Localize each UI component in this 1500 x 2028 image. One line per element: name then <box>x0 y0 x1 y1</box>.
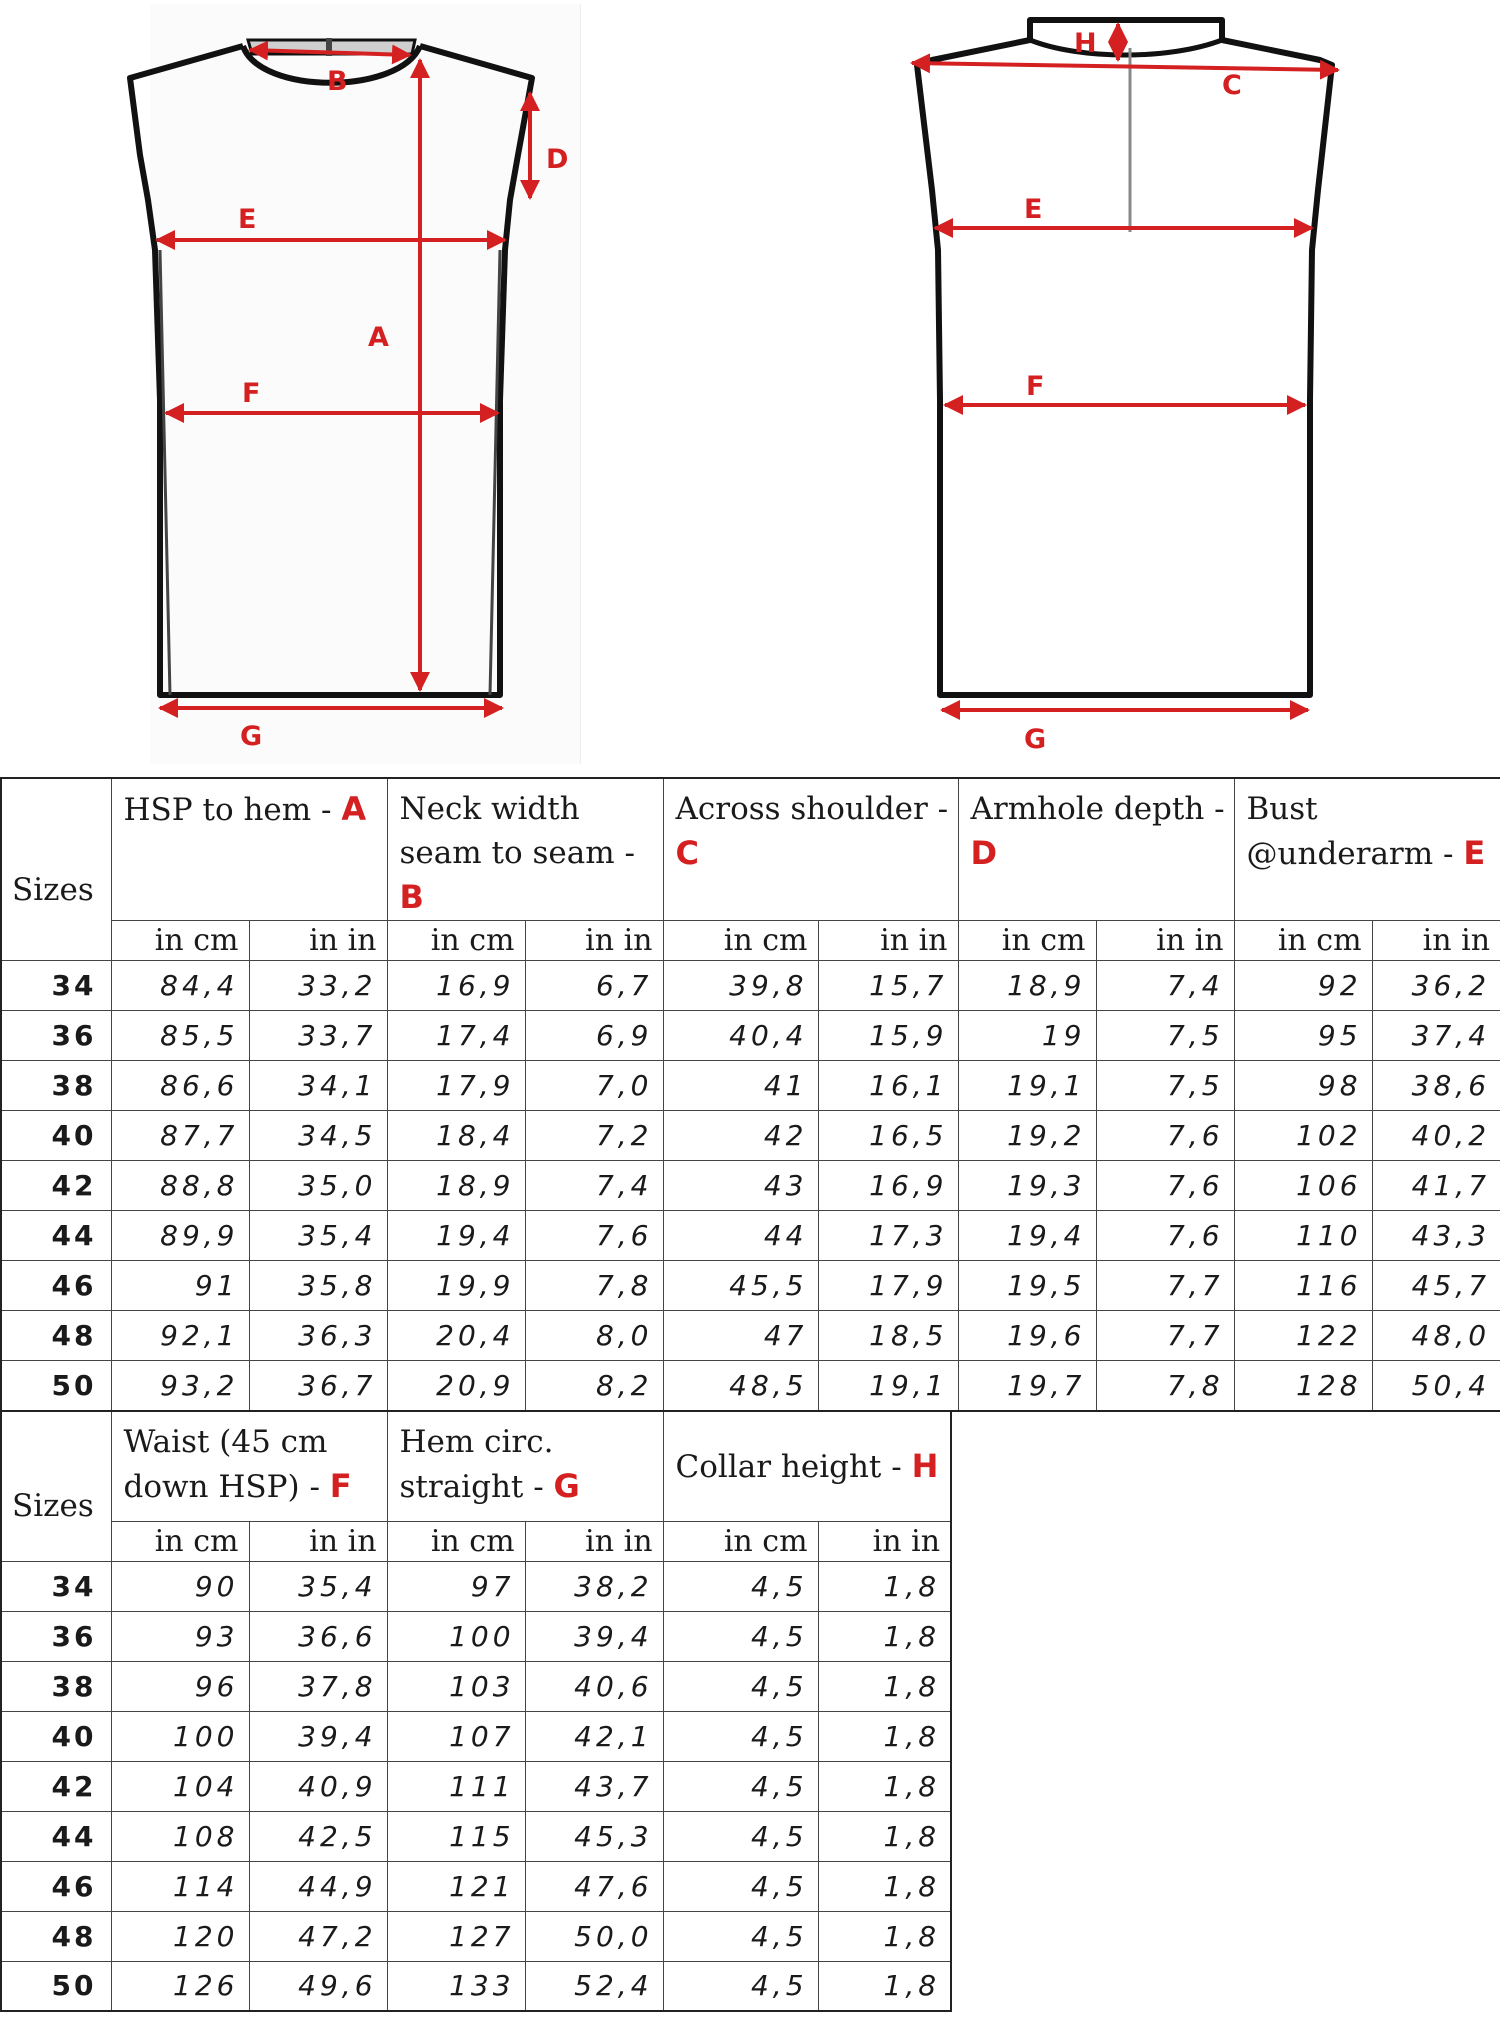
value-cm-cell: 19,3 <box>958 1161 1096 1211</box>
header-hsp-to-hem: HSP to hem - A <box>111 778 387 921</box>
front-label-e: E <box>238 204 257 235</box>
value-cm-cell: 16,9 <box>387 961 525 1011</box>
value-in-cell: 1,8 <box>818 1811 951 1861</box>
value-in-cell: 1,8 <box>818 1911 951 1961</box>
value-cm-cell: 43 <box>663 1161 818 1211</box>
size-cell: 50 <box>1 1361 111 1411</box>
value-cm-cell: 102 <box>1234 1111 1372 1161</box>
value-cm-cell: 115 <box>387 1811 525 1861</box>
back-collar-seam <box>1030 40 1222 55</box>
value-in-cell: 7,2 <box>525 1111 663 1161</box>
value-in-cell: 33,2 <box>249 961 387 1011</box>
value-cm-cell: 47 <box>663 1311 818 1361</box>
value-cm-cell: 19,5 <box>958 1261 1096 1311</box>
table-row <box>1 1161 1500 1211</box>
value-cm-cell: 19 <box>958 1011 1096 1061</box>
unit-in: in in <box>249 921 387 961</box>
sizes-header: Sizes <box>1 778 111 961</box>
table-row <box>1 1661 951 1711</box>
value-cm-cell: 4,5 <box>663 1861 818 1911</box>
value-cm-cell: 122 <box>1234 1311 1372 1361</box>
back-label-e: E <box>1024 194 1043 225</box>
value-in-cell: 7,8 <box>525 1261 663 1311</box>
value-in-cell: 6,9 <box>525 1011 663 1061</box>
value-in-cell: 1,8 <box>818 1561 951 1611</box>
value-cm-cell: 86,6 <box>111 1061 249 1111</box>
unit-in: in in <box>525 921 663 961</box>
size-cell: 44 <box>1 1211 111 1261</box>
value-cm-cell: 133 <box>387 1961 525 2011</box>
size-cell: 50 <box>1 1961 111 2011</box>
value-cm-cell: 19,9 <box>387 1261 525 1311</box>
value-in-cell: 37,8 <box>249 1661 387 1711</box>
value-cm-cell: 120 <box>111 1911 249 1961</box>
value-cm-cell: 18,4 <box>387 1111 525 1161</box>
size-cell: 36 <box>1 1011 111 1061</box>
size-cell: 34 <box>1 1561 111 1611</box>
value-cm-cell: 18,9 <box>387 1161 525 1211</box>
value-cm-cell: 98 <box>1234 1061 1372 1111</box>
front-label-b: B <box>327 66 348 97</box>
value-in-cell: 15,7 <box>818 961 958 1011</box>
value-in-cell: 7,5 <box>1096 1061 1234 1111</box>
table-row <box>1 1211 1500 1261</box>
value-cm-cell: 19,7 <box>958 1361 1096 1411</box>
sizes-header: Sizes <box>1 1411 111 1561</box>
value-in-cell: 52,4 <box>525 1961 663 2011</box>
value-cm-cell: 89,9 <box>111 1211 249 1261</box>
size-cell: 42 <box>1 1161 111 1211</box>
unit-in: in in <box>525 1521 663 1561</box>
value-in-cell: 7,6 <box>525 1211 663 1261</box>
back-outline <box>917 20 1332 695</box>
value-cm-cell: 88,8 <box>111 1161 249 1211</box>
value-in-cell: 7,7 <box>1096 1261 1234 1311</box>
unit-cm: in cm <box>663 921 818 961</box>
value-cm-cell: 84,4 <box>111 961 249 1011</box>
value-cm-cell: 121 <box>387 1861 525 1911</box>
value-cm-cell: 48,5 <box>663 1361 818 1411</box>
value-in-cell: 42,1 <box>525 1711 663 1761</box>
value-cm-cell: 44 <box>663 1211 818 1261</box>
table-row <box>1 1011 1500 1061</box>
table-row <box>1 961 1500 1011</box>
value-in-cell: 38,2 <box>525 1561 663 1611</box>
size-cell: 44 <box>1 1811 111 1861</box>
value-in-cell: 7,4 <box>1096 961 1234 1011</box>
value-in-cell: 8,2 <box>525 1361 663 1411</box>
table-row <box>1 1711 951 1761</box>
table-row <box>1 1611 951 1661</box>
value-in-cell: 19,1 <box>818 1361 958 1411</box>
value-cm-cell: 91 <box>111 1261 249 1311</box>
value-in-cell: 42,5 <box>249 1811 387 1861</box>
value-cm-cell: 111 <box>387 1761 525 1811</box>
value-in-cell: 7,0 <box>525 1061 663 1111</box>
size-cell: 46 <box>1 1861 111 1911</box>
front-view <box>130 4 581 764</box>
unit-in: in in <box>249 1521 387 1561</box>
value-cm-cell: 87,7 <box>111 1111 249 1161</box>
table-row <box>1 1811 951 1861</box>
size-cell: 38 <box>1 1061 111 1111</box>
value-cm-cell: 19,6 <box>958 1311 1096 1361</box>
value-in-cell: 35,8 <box>249 1261 387 1311</box>
value-cm-cell: 95 <box>1234 1011 1372 1061</box>
value-in-cell: 36,6 <box>249 1611 387 1661</box>
back-label-g: G <box>1024 724 1047 755</box>
value-in-cell: 47,2 <box>249 1911 387 1961</box>
value-cm-cell: 104 <box>111 1761 249 1811</box>
unit-in: in in <box>1096 921 1234 961</box>
value-cm-cell: 45,5 <box>663 1261 818 1311</box>
value-in-cell: 1,8 <box>818 1961 951 2011</box>
value-in-cell: 40,6 <box>525 1661 663 1711</box>
value-in-cell: 48,0 <box>1372 1311 1500 1361</box>
value-cm-cell: 4,5 <box>663 1711 818 1761</box>
value-cm-cell: 19,1 <box>958 1061 1096 1111</box>
value-in-cell: 8,0 <box>525 1311 663 1361</box>
value-cm-cell: 42 <box>663 1111 818 1161</box>
table-row <box>1 1261 1500 1311</box>
front-label-f: F <box>242 378 261 409</box>
value-in-cell: 40,2 <box>1372 1111 1500 1161</box>
header-waist: Waist (45 cm down HSP) - F <box>111 1411 387 1521</box>
back-label-c: C <box>1222 70 1242 101</box>
value-cm-cell: 17,4 <box>387 1011 525 1061</box>
garment-diagrams <box>0 0 1500 770</box>
value-in-cell: 47,6 <box>525 1861 663 1911</box>
value-in-cell: 36,7 <box>249 1361 387 1411</box>
table-row <box>1 1311 1500 1361</box>
value-cm-cell: 107 <box>387 1711 525 1761</box>
value-cm-cell: 85,5 <box>111 1011 249 1061</box>
value-cm-cell: 90 <box>111 1561 249 1611</box>
table-row <box>1 1911 951 1961</box>
front-label-a: A <box>368 322 389 353</box>
value-in-cell: 16,1 <box>818 1061 958 1111</box>
size-cell: 38 <box>1 1661 111 1711</box>
value-in-cell: 44,9 <box>249 1861 387 1911</box>
value-cm-cell: 4,5 <box>663 1961 818 2011</box>
value-in-cell: 7,6 <box>1096 1111 1234 1161</box>
size-cell: 48 <box>1 1911 111 1961</box>
value-cm-cell: 4,5 <box>663 1661 818 1711</box>
value-in-cell: 50,4 <box>1372 1361 1500 1411</box>
value-cm-cell: 110 <box>1234 1211 1372 1261</box>
value-cm-cell: 4,5 <box>663 1911 818 1961</box>
value-in-cell: 1,8 <box>818 1861 951 1911</box>
value-in-cell: 49,6 <box>249 1961 387 2011</box>
front-label-d: D <box>546 144 569 175</box>
value-in-cell: 41,7 <box>1372 1161 1500 1211</box>
value-in-cell: 40,9 <box>249 1761 387 1811</box>
size-cell: 46 <box>1 1261 111 1311</box>
value-in-cell: 7,8 <box>1096 1361 1234 1411</box>
unit-cm: in cm <box>111 1521 249 1561</box>
value-cm-cell: 4,5 <box>663 1761 818 1811</box>
value-cm-cell: 39,8 <box>663 961 818 1011</box>
value-in-cell: 1,8 <box>818 1761 951 1811</box>
value-cm-cell: 126 <box>111 1961 249 2011</box>
size-table-1 <box>0 777 1500 1412</box>
unit-cm: in cm <box>387 1521 525 1561</box>
value-in-cell: 1,8 <box>818 1661 951 1711</box>
value-cm-cell: 127 <box>387 1911 525 1961</box>
unit-cm: in cm <box>663 1521 818 1561</box>
value-in-cell: 35,0 <box>249 1161 387 1211</box>
value-cm-cell: 92 <box>1234 961 1372 1011</box>
value-in-cell: 7,7 <box>1096 1311 1234 1361</box>
value-in-cell: 34,5 <box>249 1111 387 1161</box>
value-cm-cell: 41 <box>663 1061 818 1111</box>
value-in-cell: 43,7 <box>525 1761 663 1811</box>
header-hem-circ: Hem circ. straight - G <box>387 1411 663 1521</box>
value-cm-cell: 19,4 <box>958 1211 1096 1261</box>
back-label-h: H <box>1074 28 1097 59</box>
header-armhole-depth: Armhole depth - D <box>958 778 1234 921</box>
back-view <box>912 20 1338 755</box>
value-in-cell: 6,7 <box>525 961 663 1011</box>
value-in-cell: 43,3 <box>1372 1211 1500 1261</box>
value-in-cell: 7,6 <box>1096 1211 1234 1261</box>
value-cm-cell: 100 <box>111 1711 249 1761</box>
size-table-2 <box>0 1410 952 2012</box>
value-in-cell: 17,3 <box>818 1211 958 1261</box>
value-in-cell: 38,6 <box>1372 1061 1500 1111</box>
size-cell: 40 <box>1 1711 111 1761</box>
value-cm-cell: 103 <box>387 1661 525 1711</box>
value-cm-cell: 93 <box>111 1611 249 1661</box>
value-in-cell: 1,8 <box>818 1711 951 1761</box>
value-cm-cell: 96 <box>111 1661 249 1711</box>
value-cm-cell: 4,5 <box>663 1811 818 1861</box>
table-row <box>1 1061 1500 1111</box>
table-row <box>1 1561 951 1611</box>
value-cm-cell: 17,9 <box>387 1061 525 1111</box>
value-cm-cell: 19,4 <box>387 1211 525 1261</box>
table-row <box>1 1761 951 1811</box>
size-cell: 34 <box>1 961 111 1011</box>
table-row <box>1 1111 1500 1161</box>
value-in-cell: 34,1 <box>249 1061 387 1111</box>
value-in-cell: 35,4 <box>249 1561 387 1611</box>
value-in-cell: 45,3 <box>525 1811 663 1861</box>
value-in-cell: 35,4 <box>249 1211 387 1261</box>
measure-line-c <box>912 63 1338 70</box>
value-in-cell: 16,5 <box>818 1111 958 1161</box>
unit-cm: in cm <box>1234 921 1372 961</box>
value-cm-cell: 19,2 <box>958 1111 1096 1161</box>
value-cm-cell: 20,4 <box>387 1311 525 1361</box>
value-in-cell: 16,9 <box>818 1161 958 1211</box>
value-in-cell: 15,9 <box>818 1011 958 1061</box>
unit-cm: in cm <box>387 921 525 961</box>
table-row <box>1 1361 1500 1411</box>
value-in-cell: 7,6 <box>1096 1161 1234 1211</box>
value-in-cell: 17,9 <box>818 1261 958 1311</box>
value-in-cell: 39,4 <box>249 1711 387 1761</box>
back-label-f: F <box>1026 371 1045 402</box>
size-cell: 48 <box>1 1311 111 1361</box>
table-row <box>1 1961 951 2011</box>
unit-cm: in cm <box>111 921 249 961</box>
value-cm-cell: 93,2 <box>111 1361 249 1411</box>
value-cm-cell: 108 <box>111 1811 249 1861</box>
value-cm-cell: 4,5 <box>663 1561 818 1611</box>
value-cm-cell: 20,9 <box>387 1361 525 1411</box>
size-cell: 40 <box>1 1111 111 1161</box>
value-in-cell: 36,3 <box>249 1311 387 1361</box>
value-cm-cell: 106 <box>1234 1161 1372 1211</box>
value-cm-cell: 92,1 <box>111 1311 249 1361</box>
table-row <box>1 1861 951 1911</box>
header-bust: Bust @underarm - E <box>1234 778 1500 921</box>
unit-cm: in cm <box>958 921 1096 961</box>
front-label-g: G <box>240 721 263 752</box>
value-cm-cell: 97 <box>387 1561 525 1611</box>
size-cell: 42 <box>1 1761 111 1811</box>
unit-in: in in <box>818 921 958 961</box>
value-in-cell: 7,4 <box>525 1161 663 1211</box>
value-cm-cell: 100 <box>387 1611 525 1661</box>
header-across-shoulder: Across shoulder - C <box>663 778 958 921</box>
value-cm-cell: 114 <box>111 1861 249 1911</box>
value-in-cell: 33,7 <box>249 1011 387 1061</box>
value-cm-cell: 40,4 <box>663 1011 818 1061</box>
value-in-cell: 45,7 <box>1372 1261 1500 1311</box>
unit-in: in in <box>818 1521 951 1561</box>
header-collar-height: Collar height - H <box>663 1411 951 1521</box>
value-cm-cell: 116 <box>1234 1261 1372 1311</box>
header-neck-width: Neck width seam to seam - B <box>387 778 663 921</box>
value-in-cell: 39,4 <box>525 1611 663 1661</box>
value-cm-cell: 18,9 <box>958 961 1096 1011</box>
value-in-cell: 1,8 <box>818 1611 951 1661</box>
value-in-cell: 18,5 <box>818 1311 958 1361</box>
unit-in: in in <box>1372 921 1500 961</box>
value-cm-cell: 128 <box>1234 1361 1372 1411</box>
value-in-cell: 7,5 <box>1096 1011 1234 1061</box>
value-in-cell: 37,4 <box>1372 1011 1500 1061</box>
size-cell: 36 <box>1 1611 111 1661</box>
value-in-cell: 36,2 <box>1372 961 1500 1011</box>
value-in-cell: 50,0 <box>525 1911 663 1961</box>
value-cm-cell: 4,5 <box>663 1611 818 1661</box>
